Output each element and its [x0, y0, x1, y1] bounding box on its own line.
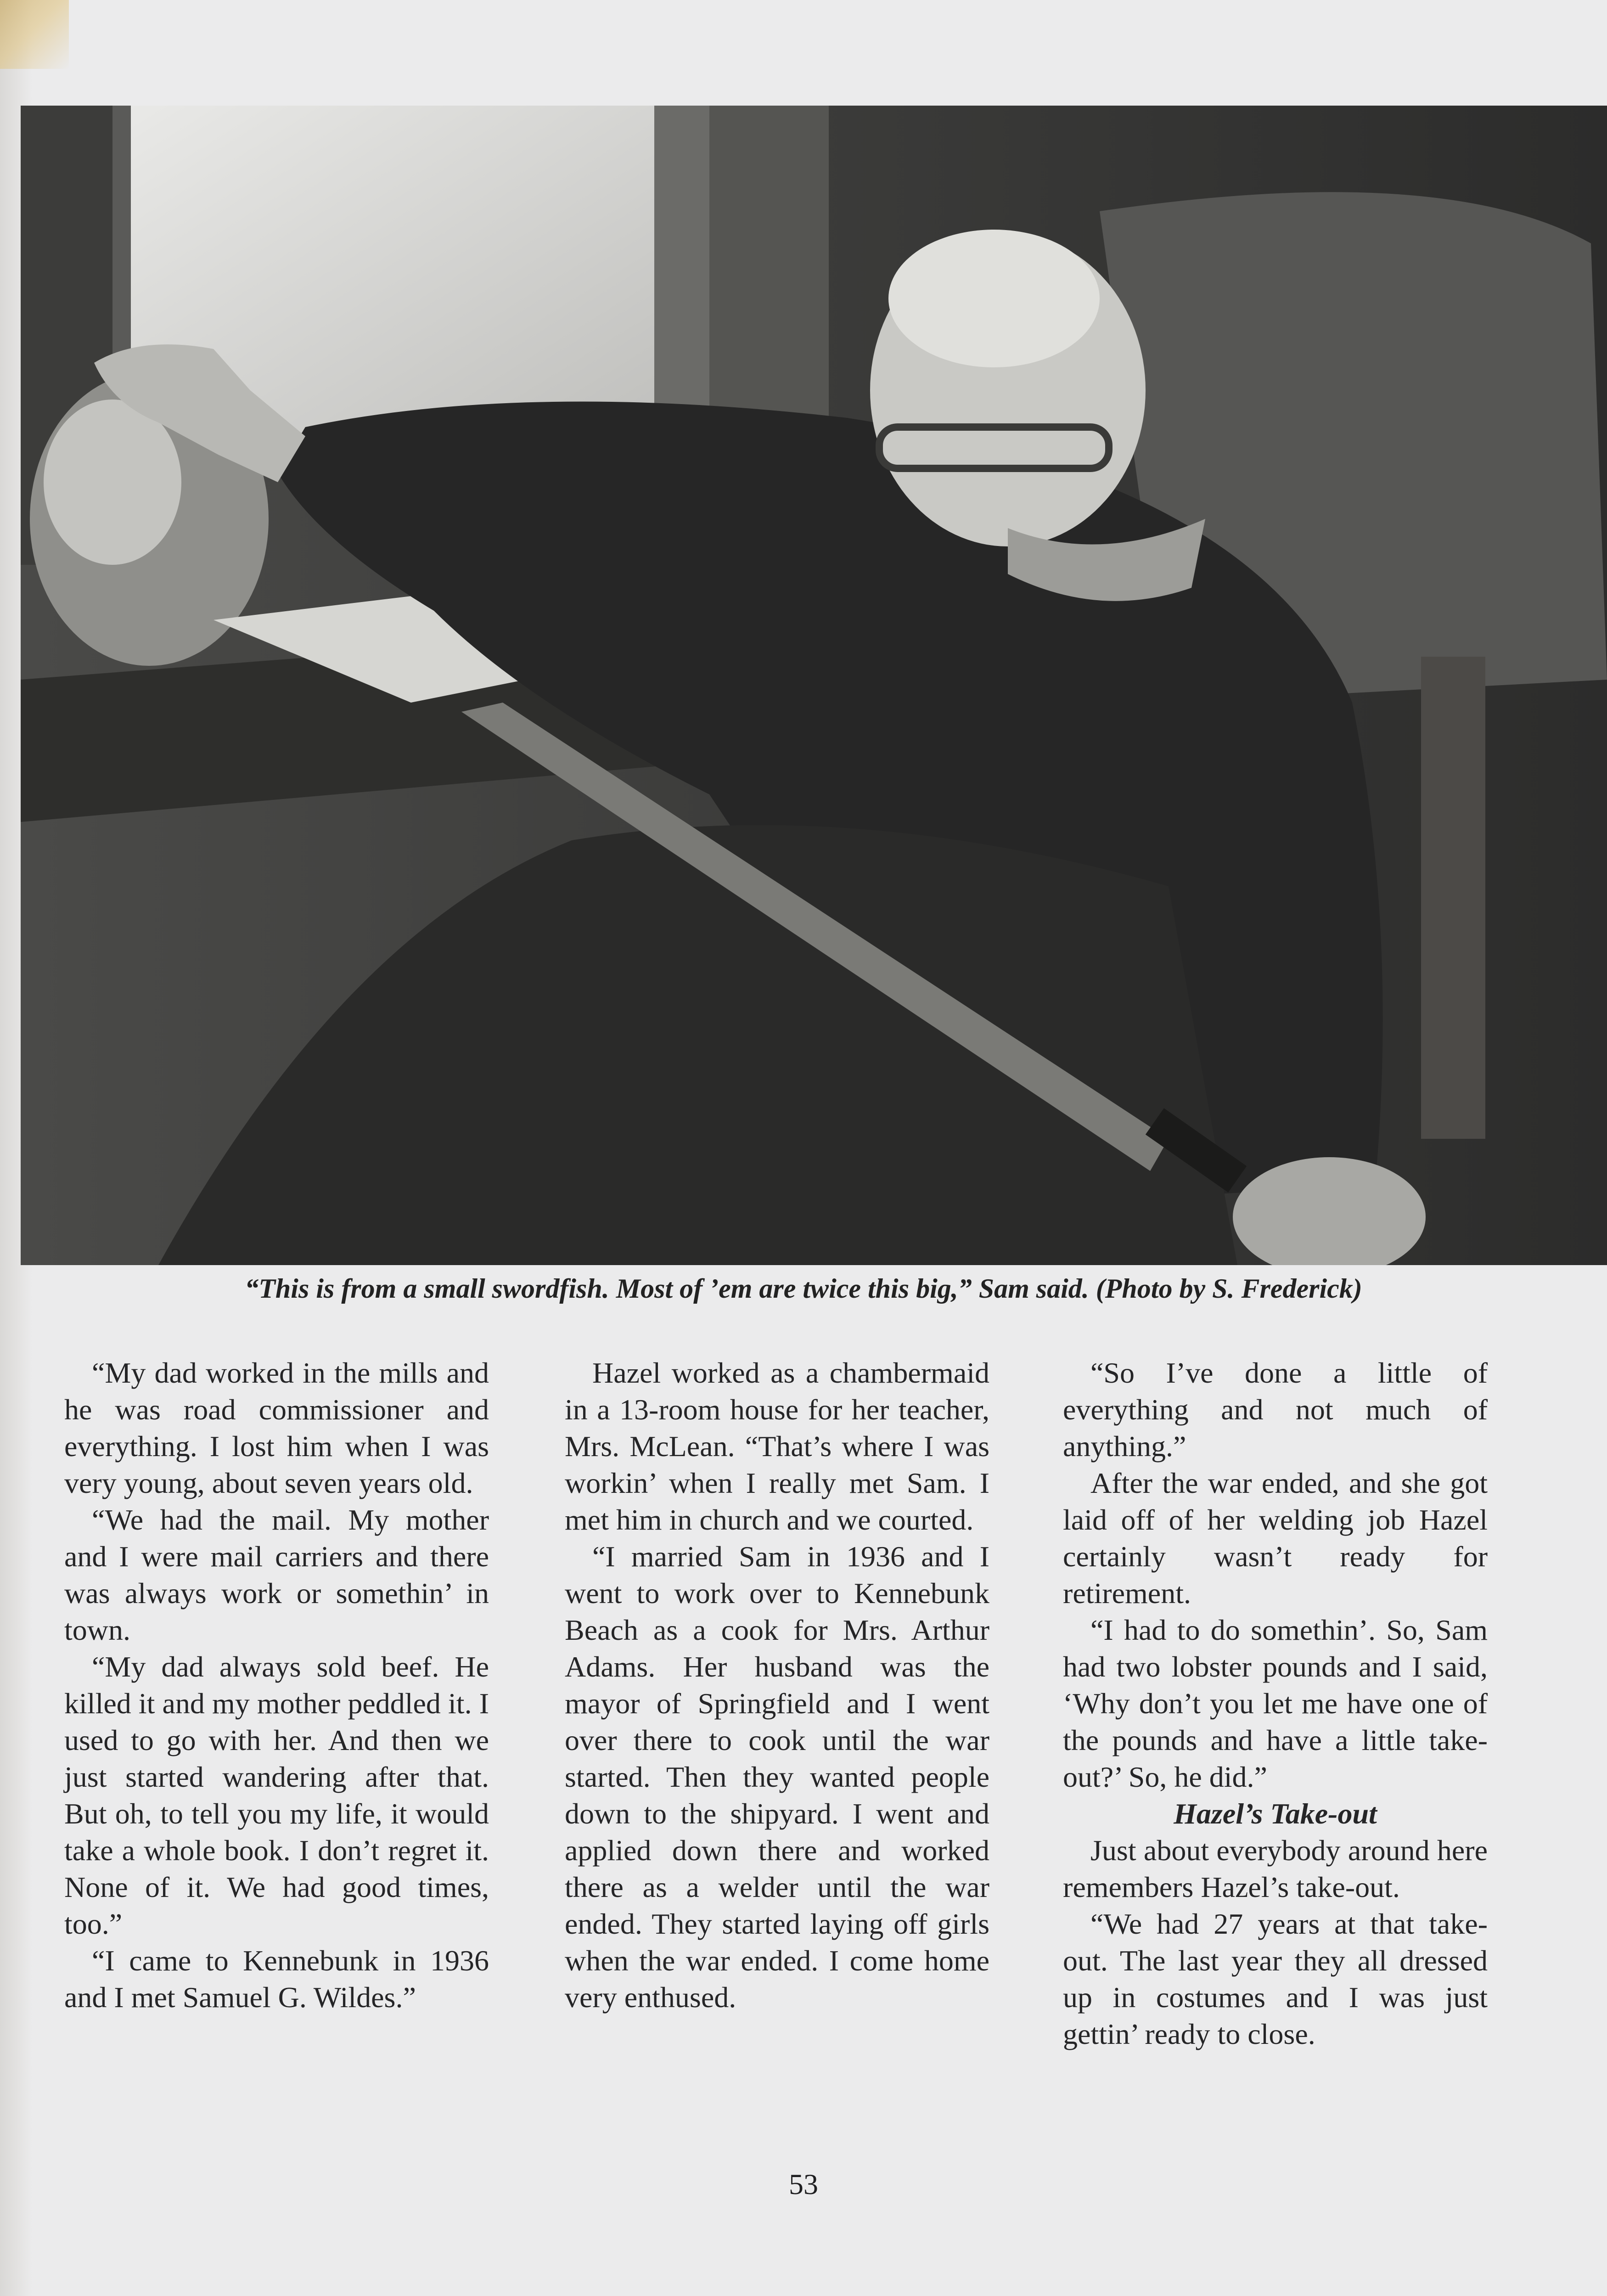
paragraph: After the war ended, and she got laid off of her welding job Hazel certainly wasn’t ready for retirement.	[1063, 1467, 1488, 1609]
tape-mark	[0, 0, 69, 69]
text-column-3	[1063, 1355, 1488, 2053]
paragraph: “So I’ve done a little of everything and not much of anything.”	[1063, 1356, 1488, 1463]
paragraph: “I married Sam in 1936 and I went to work over to Kennebunk Beach as a cook for Mrs. Arthur Adams. Her husband was the mayor of Springfield and I went over there to cook until the war started. Then they wanted people down to the shipyard. I went and applied down there and worked there as a welder until the war ended. They started laying off girls when the war ended. I come home very enthused.	[565, 1540, 989, 2014]
paragraph: “I had to do somethin’. So, Sam had two lobster pounds and I said, ‘Why don’t you let me have one of the pounds and have a little take-out?’ So, he did.”	[1063, 1614, 1488, 1793]
section-subhead: Hazel’s Take-out	[1174, 1797, 1377, 1830]
text-column-2	[565, 1355, 989, 2016]
paragraph: “My dad always sold beef. He killed it and my mother peddled it. I used to go with her. And then we just started wandering after that. But oh, to tell you my life, it would take a whole book. I don’t regret it. None of it. We had good times, too.”	[64, 1650, 489, 1940]
photo-caption: “This is from a small swordfish. Most of ’em are twice this big,” Sam said. (Photo by S. Frederick)	[245, 1273, 1362, 1304]
paragraph: “We had the mail. My mother and I were mail carriers and there was always work or somethin’ in town.	[64, 1503, 489, 1646]
swordfish-photo	[21, 106, 1607, 1265]
photo-illustration	[21, 106, 1607, 1265]
text-column-1	[64, 1355, 489, 2016]
paragraph: Hazel worked as a chambermaid in a 13-room house for her teacher, Mrs. McLean. “That’s where I was workin’ when I really met Sam. I met him in church and we courted.	[565, 1356, 989, 1536]
paragraph: Just about everybody around here remembers Hazel’s take-out.	[1063, 1834, 1488, 1903]
page-number: 53	[789, 2168, 818, 2200]
paragraph: “I came to Kennebunk in 1936 and I met Samuel G. Wildes.”	[64, 1944, 489, 2014]
paragraph: “My dad worked in the mills and he was road commissioner and everything. I lost him when I was very young, about seven years old.	[64, 1356, 489, 1499]
paragraph: “We had 27 years at that take-out. The last year they all dressed up in costumes and I was just gettin’ ready to close.	[1063, 1908, 1488, 2050]
